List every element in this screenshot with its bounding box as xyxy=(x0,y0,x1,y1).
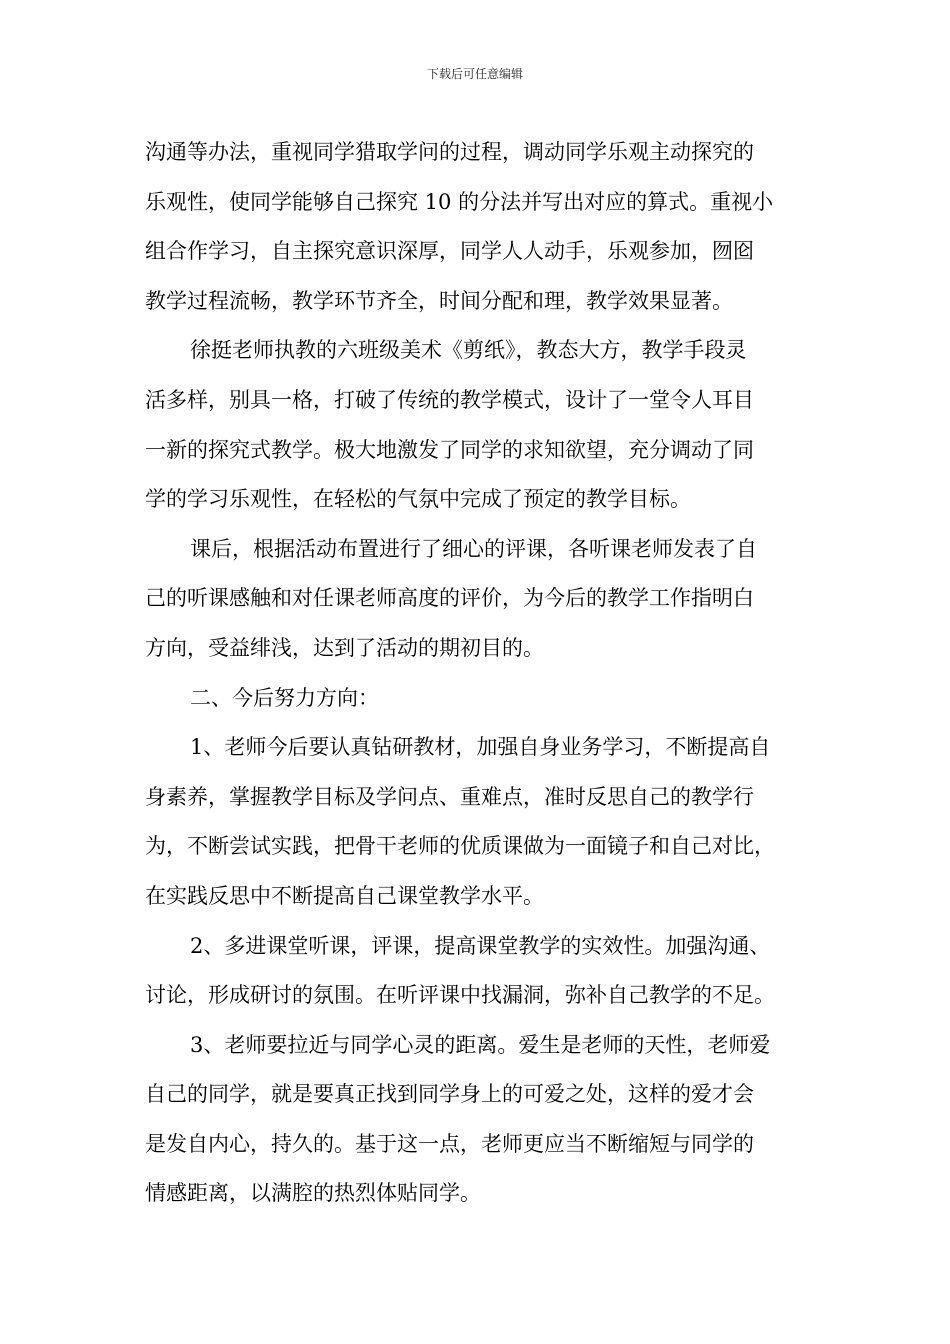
text-line: 2、多进课堂听课，评课，提高课堂教学的实效性。加强沟通、 xyxy=(190,933,771,958)
text-line: 己的听课感触和对任课老师高度的评价，为今后的教学工作指明白 xyxy=(145,586,754,611)
text-line: 身素养，掌握教学目标及学问点、重难点，准时反思自己的教学行 xyxy=(145,784,754,809)
page-header: 下载后可任意编辑 xyxy=(426,67,523,81)
text-line: 二、今后努力方向： xyxy=(190,685,379,710)
text-line: 沟通等办法，重视同学猎取学问的过程，调动同学乐观主动探究的 xyxy=(145,140,754,164)
list-item xyxy=(145,723,825,921)
list-item xyxy=(145,1021,825,1219)
text-line: 学的学习乐观性，在轻松的气氛中完成了预定的教学目标。 xyxy=(145,487,691,512)
text-line: 徐挺老师执教的六班级美术《剪纸》，教态大方，教学手段灵 xyxy=(190,338,747,363)
text-line: 活多样，别具一格，打破了传统的教学模式，设计了一堂令人耳目 xyxy=(145,387,754,412)
text-line: 方向，受益绯浅，达到了活动的期初目的。 xyxy=(145,635,544,660)
text-line: 1、老师今后要认真钻研教材，加强自身业务学习，不断提高自 xyxy=(190,735,771,760)
paragraph xyxy=(145,525,825,674)
text-line: 自己的同学，就是要真正找到同学身上的可爱之处，这样的爱才会 xyxy=(145,1082,754,1107)
text-line: 组合作学习，自主探究意识深厚，同学人人动手，乐观参加，囫囵 xyxy=(145,239,754,264)
section-heading xyxy=(145,674,825,724)
text-line: 在实践反思中不断提高自己课堂教学水平。 xyxy=(145,883,544,908)
list-item xyxy=(145,922,825,1021)
text-line: 3、老师要拉近与同学心灵的距离。爱生是老师的天性，老师爱 xyxy=(190,1032,771,1057)
document-body xyxy=(145,128,825,1219)
text-line: 教学过程流畅，教学环节齐全，时间分配和理，教学效果显著。 xyxy=(145,288,733,313)
text-line: 课后，根据活动布置进行了细心的评课，各听课老师发表了自 xyxy=(190,536,757,561)
text-line: 为，不断尝试实践，把骨干老师的优质课做为一面镜子和自己对比， xyxy=(145,834,775,859)
text-line: 一新的探究式教学。极大地激发了同学的求知欲望，充分调动了同 xyxy=(145,437,754,462)
text-line: 讨论，形成研讨的氛围。在听评课中找漏洞，弥补自己教学的不足。 xyxy=(145,983,775,1008)
paragraph xyxy=(145,128,825,326)
paragraph xyxy=(145,326,825,524)
text-line: 乐观性，使同学能够自己探究 10 的分法并写出对应的算式。重视小 xyxy=(145,189,774,214)
text-line: 是发自内心，持久的。基于这一点，老师更应当不断缩短与同学的 xyxy=(145,1131,754,1156)
text-line: 情感距离，以满腔的热烈体贴同学。 xyxy=(145,1181,481,1206)
